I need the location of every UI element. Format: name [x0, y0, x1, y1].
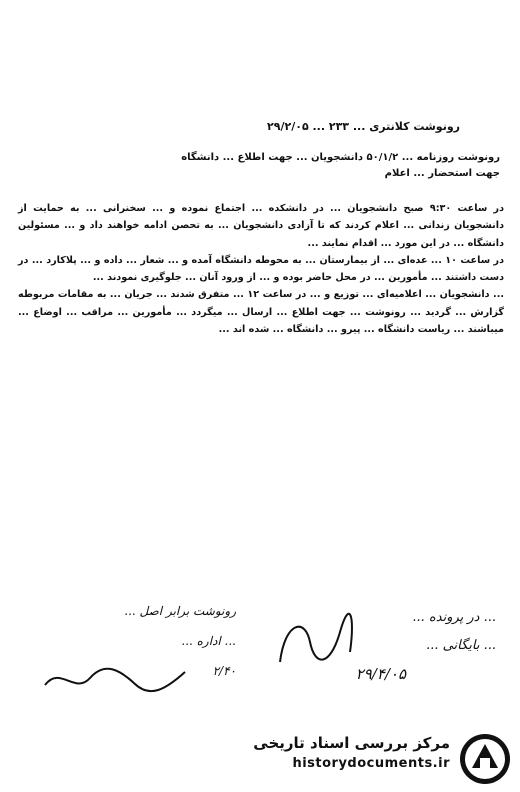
document-subject — [20, 150, 500, 182]
signature-right-scribble — [270, 612, 360, 672]
signature-right-date: ۲۹/۴/۰۵ — [355, 665, 406, 683]
signature-right-line-1: ... در پرونده ... — [412, 610, 496, 625]
signature-left-scribble — [40, 660, 190, 700]
subject-line: رونوشت روزنامه ... ۵۰/۱/۲ دانشجویان ... جهت اطلاع ... دانشگاه — [181, 152, 500, 163]
document-body — [18, 200, 504, 338]
signature-right-line-2: ... بایگانی ... — [426, 638, 496, 653]
watermark-logo — [236, 732, 512, 782]
subject-line-2: جهت استحضار ... اعلام — [384, 168, 500, 179]
signature-left-line-3: ۲/۴۰ — [212, 664, 236, 678]
document-header: رونوشت کلانتری ... ۲۳۳ ... ۲۹/۲/۰۵ — [267, 120, 460, 133]
archive-emblem-icon — [458, 732, 512, 786]
signature-left-line-1: رونوشت برابر اصل ... — [124, 604, 236, 618]
watermark-url[interactable]: historydocuments.ir — [292, 756, 450, 771]
body-paragraph-2: در ساعت ۱۰ ... عده‌ای ... از بیمارستان ... به محوطه دانشگاه آمده و ... شعار ... داده و ... پلاکارد ... در دست داشتند ... مأمورین ... در محل حاضر بوده و ... از ورود آنان ... جلوگیری نمودند ... — [18, 254, 504, 284]
signature-left-line-2: ... اداره ... — [181, 634, 236, 648]
body-paragraph-3: ... دانشجویان ... اعلامیه‌ای ... توزیع و ... در ساعت ۱۲ ... متفرق شدند ... جریان ... به مقامات مربوطه گزارش ... گردید ... رونوشت ... جهت اطلاع ... ارسال ... میگردد ... مأمورین ... مراقب ... اوضاع ... میباشند ... ریاست دانشگاه ... پیرو ... دانشگاه ... شده اند ... — [18, 289, 504, 336]
body-paragraph-1: در ساعت ۹:۳۰ صبح دانشجویان ... در دانشکده ... اجتماع نموده و ... سخنرانی ... به حمایت از دانشجویان زندانی ... اعلام کردند که تا آزادی دانشجویان ... به تحصن ادامه خواهند داد و ... مسئولین دانشگاه ... در این مورد ... اقدام نمایند ... — [18, 203, 505, 249]
watermark-brand: مرکز بررسی اسناد تاریخی — [253, 734, 450, 752]
